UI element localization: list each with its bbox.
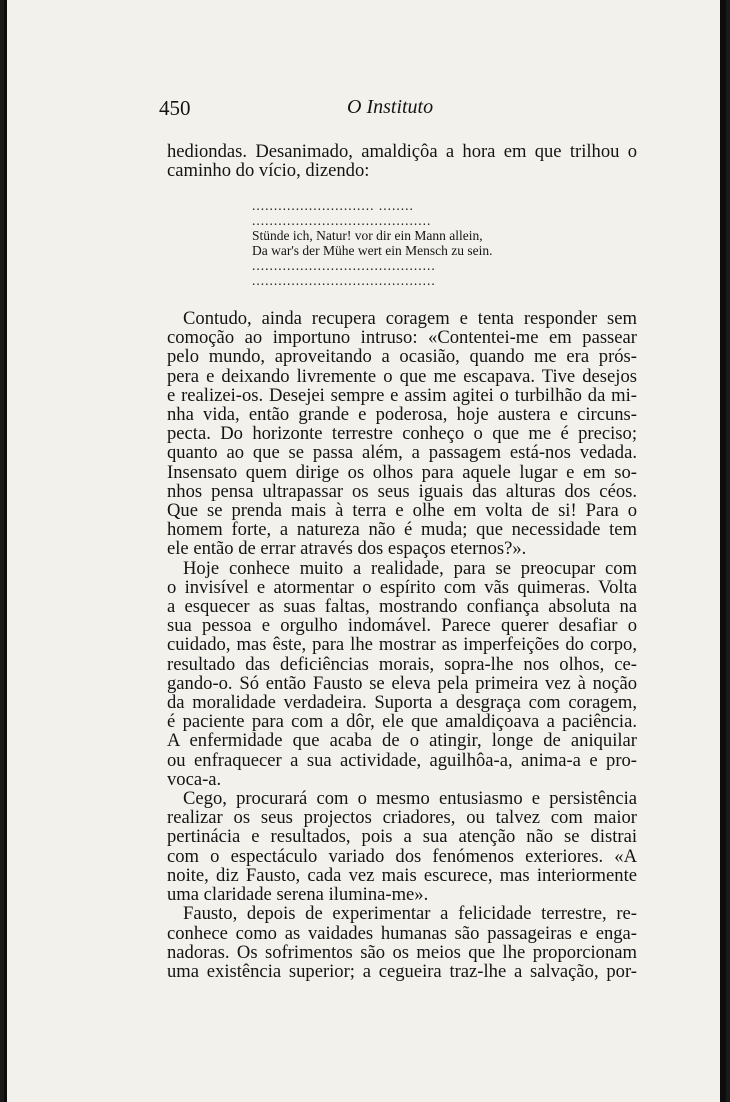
text-line: cuidado, mas êste, para lhe mostrar as imperfeições do corpo,: [167, 634, 637, 656]
text-line: comoção ao importuno intruso: «Contentei-me em passear: [167, 327, 637, 349]
text-line: nha vida, então grande e poderosa, hoje austera e circuns-: [167, 404, 637, 426]
verse-ellipsis-line: .........................................: [252, 213, 432, 228]
text-line: é paciente para com a dôr, ele que amaldiçoava a paciência.: [167, 711, 637, 733]
text-line: pecta. Do horizonte terrestre conheço o que me é preciso;: [167, 423, 637, 445]
paragraph: [167, 789, 637, 904]
text-line: Cego, procurará com o mesmo entusiasmo e persistência: [183, 788, 637, 810]
text-line: realizar os seus projectos criadores, ou talvez com maior: [167, 807, 637, 829]
text-line: da moralidade verdadeira. Suporta a desgraça com coragem,: [167, 692, 637, 714]
text-line: pelo mundo, aproveitando a ocasião, quando me era prós-: [167, 346, 637, 368]
text-line: voca-a.: [167, 768, 222, 790]
text-line: Fausto, depois de experimentar a felicidade terrestre, re-: [183, 903, 637, 925]
text-line: Insensato quem dirige os olhos para aquele lugar e em so-: [167, 461, 637, 483]
verse-line: Da war's der Mühe wert ein Mensch zu sein.: [252, 243, 493, 258]
text-line: homem forte, a natureza não é muda; que necessidade tem: [167, 519, 637, 541]
page-number: 450: [159, 96, 191, 120]
book-page: [4, 0, 726, 1102]
text-line: a esquecer as suas faltas, mostrando confiança absoluta na: [167, 596, 637, 618]
text-line: uma claridade serena ilumina-me».: [167, 884, 429, 906]
text-line: Que se prenda mais à terra e olhe em volta de si! Para o: [167, 500, 637, 522]
text-line: quanto ao que se passa além, a passagem está-nos vedada.: [167, 442, 637, 464]
text-line: pera e deixando livremente o que me escapava. Tive desejos: [167, 365, 637, 387]
text-line: com o espectáculo variado dos fenómenos exteriores. «A: [167, 845, 637, 867]
text-line: e realizei-os. Desejei sempre e assim agitei o turbilhão da mi-: [167, 384, 637, 406]
text-line: A enfermidade que acaba de o atingir, longe de aniquilar: [167, 730, 637, 752]
text-line: hediondas. Desanimado, amaldiçôa a hora em que trilhou o: [167, 141, 637, 162]
text-line: noite, diz Fausto, cada vez mais escurece, mas interiormente: [167, 864, 637, 886]
paragraph: [167, 904, 637, 981]
running-title: O Instituto: [347, 96, 434, 118]
opening-paragraph: [167, 142, 637, 180]
text-line: pertinácia e resultados, pois a sua atenção não se distrai: [167, 826, 637, 848]
text-line: caminho do vício, dizendo:: [167, 160, 370, 182]
text-line: Contudo, ainda recupera coragem e tenta responder sem: [183, 308, 637, 329]
text-line: ele então de errar através dos espaços eternos?».: [167, 538, 527, 560]
text-line: nadoras. Os sofrimentos são os meios que lhe proporcionam: [167, 941, 637, 963]
text-line: conhece como as vaidades humanas são passageiras e enga-: [167, 922, 637, 944]
verse-ellipsis-line: ..........................................: [252, 273, 436, 288]
paragraph: [167, 559, 637, 789]
verse-ellipsis-line: ..........................................: [252, 258, 436, 273]
text-line: gando-o. Só então Fausto se eleva pela primeira vez à noção: [167, 672, 637, 694]
verse-ellipsis-line: ............................ ........: [252, 198, 414, 213]
verse-line: Stünde ich, Natur! vor dir ein Mann allein,: [252, 228, 483, 243]
text-line: Hoje conhece muito a realidade, para se preocupar com: [183, 557, 637, 579]
page-header: [159, 96, 629, 122]
text-line: resultado das deficiências morais, sopra-lhe nos olhos, ce-: [167, 653, 637, 675]
text-line: sua pessoa e orgulho indomável. Parece querer desafiar o: [167, 615, 637, 637]
text-line: o invisível e atormentar o espírito com vãs quimeras. Volta: [167, 576, 637, 598]
paragraph: [167, 309, 637, 559]
text-line: nhos pensa ultrapassar os seus iguais das alturas dos céos.: [167, 480, 637, 502]
text-line: uma existência superior; a cegueira traz-lhe a salvação, por-: [167, 960, 637, 982]
verse-quote: [252, 198, 552, 288]
text-line: ou enfraquecer a sua actividade, aguilhôa-a, anima-a e pro-: [167, 749, 637, 771]
main-text: [167, 309, 637, 981]
